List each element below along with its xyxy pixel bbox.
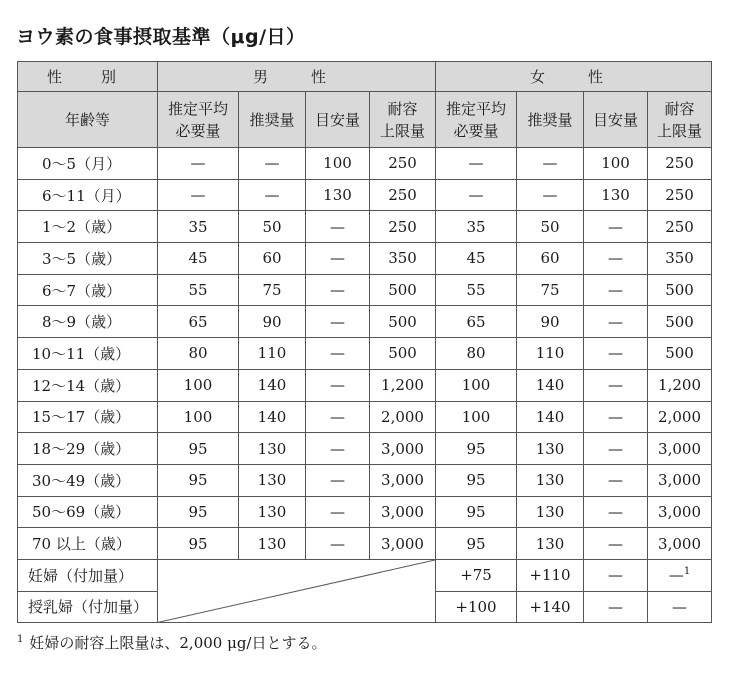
female-recommended-cell: 75 bbox=[517, 274, 584, 306]
male-upper-limit-cell: 3,000 bbox=[370, 496, 436, 528]
age-cell: 70 以上（歳） bbox=[18, 528, 158, 560]
female-avg-requirement-cell: 45 bbox=[436, 243, 517, 275]
age-cell: 3～5（歳） bbox=[18, 243, 158, 275]
male-avg-requirement-cell: 45 bbox=[158, 243, 239, 275]
female-recommended-cell: 130 bbox=[517, 528, 584, 560]
male-adequate-cell: 100 bbox=[306, 148, 370, 180]
table-row bbox=[18, 528, 712, 560]
age-cell: 50～69（歳） bbox=[18, 496, 158, 528]
male-avg-requirement-cell: — bbox=[158, 179, 239, 211]
female-avg-requirement-cell: 100 bbox=[436, 401, 517, 433]
male-avg-requirement-cell: 95 bbox=[158, 528, 239, 560]
male-not-applicable-cell bbox=[158, 559, 436, 622]
male-upper-limit-cell: 250 bbox=[370, 179, 436, 211]
female-upper-limit-cell: 3,000 bbox=[648, 496, 712, 528]
table-body bbox=[18, 148, 712, 623]
table-row bbox=[18, 211, 712, 243]
male-recommended-cell: 75 bbox=[239, 274, 306, 306]
female-upper-limit-cell: 500 bbox=[648, 306, 712, 338]
male-recommended-cell: 130 bbox=[239, 496, 306, 528]
male-avg-requirement-cell: 95 bbox=[158, 464, 239, 496]
group-label-cell: 妊婦（付加量） bbox=[18, 559, 158, 591]
age-cell: 1～2（歳） bbox=[18, 211, 158, 243]
note-mark: 1 bbox=[683, 566, 691, 578]
male-recommended-cell: 60 bbox=[239, 243, 306, 275]
male-adequate-cell: — bbox=[306, 528, 370, 560]
male-recommended-cell: — bbox=[239, 148, 306, 180]
female-avg-requirement-cell: +75 bbox=[436, 559, 517, 591]
male-recommended-header: 推奨量 bbox=[239, 92, 306, 148]
female-adequate-header: 目安量 bbox=[584, 92, 648, 148]
female-upper-limit-cell: 250 bbox=[648, 148, 712, 180]
female-header: 女 性 bbox=[436, 62, 712, 92]
female-avg-requirement-header: 推定平均 必要量 bbox=[436, 92, 517, 148]
female-avg-requirement-cell: 55 bbox=[436, 274, 517, 306]
male-recommended-cell: — bbox=[239, 179, 306, 211]
male-adequate-cell: — bbox=[306, 496, 370, 528]
female-adequate-cell: 100 bbox=[584, 148, 648, 180]
male-avg-requirement-cell: 95 bbox=[158, 433, 239, 465]
male-avg-requirement-cell: 95 bbox=[158, 496, 239, 528]
female-adequate-cell: 130 bbox=[584, 179, 648, 211]
female-avg-requirement-cell: 35 bbox=[436, 211, 517, 243]
female-recommended-cell: +110 bbox=[517, 559, 584, 591]
male-avg-requirement-cell: 55 bbox=[158, 274, 239, 306]
male-adequate-cell: 130 bbox=[306, 179, 370, 211]
male-upper-limit-cell: 2,000 bbox=[370, 401, 436, 433]
female-recommended-header: 推奨量 bbox=[517, 92, 584, 148]
female-upper-limit-cell: — bbox=[648, 591, 712, 623]
male-upper-limit-cell: 500 bbox=[370, 274, 436, 306]
female-adequate-cell: — bbox=[584, 274, 648, 306]
male-upper-limit-cell: 250 bbox=[370, 211, 436, 243]
male-recommended-cell: 130 bbox=[239, 464, 306, 496]
male-adequate-cell: — bbox=[306, 306, 370, 338]
female-recommended-cell: 110 bbox=[517, 338, 584, 370]
male-recommended-cell: 90 bbox=[239, 306, 306, 338]
footnote-mark: 1 bbox=[17, 634, 24, 645]
group-label-cell: 授乳婦（付加量） bbox=[18, 591, 158, 623]
female-recommended-cell: 90 bbox=[517, 306, 584, 338]
male-adequate-cell: — bbox=[306, 338, 370, 370]
female-upper-limit-cell: 3,000 bbox=[648, 433, 712, 465]
male-adequate-cell: — bbox=[306, 369, 370, 401]
female-upper-limit-cell: —$^1$ bbox=[648, 559, 712, 591]
female-upper-limit-header: 耐容 上限量 bbox=[648, 92, 712, 148]
female-adequate-cell: — bbox=[584, 211, 648, 243]
female-adequate-cell: — bbox=[584, 243, 648, 275]
female-recommended-cell: 60 bbox=[517, 243, 584, 275]
female-adequate-cell: — bbox=[584, 401, 648, 433]
female-adequate-cell: — bbox=[584, 338, 648, 370]
female-recommended-cell: 140 bbox=[517, 401, 584, 433]
female-avg-requirement-cell: 95 bbox=[436, 528, 517, 560]
page-title: ヨウ素の食事摂取基準（μg/日） bbox=[16, 26, 306, 48]
male-recommended-cell: 130 bbox=[239, 433, 306, 465]
age-cell: 0～5（月） bbox=[18, 148, 158, 180]
male-adequate-cell: — bbox=[306, 211, 370, 243]
table-row bbox=[18, 148, 712, 180]
age-cell: 10～11（歳） bbox=[18, 338, 158, 370]
female-adequate-cell: — bbox=[584, 306, 648, 338]
age-header: 年齢等 bbox=[18, 92, 158, 148]
male-avg-requirement-cell: 65 bbox=[158, 306, 239, 338]
female-recommended-cell: +140 bbox=[517, 591, 584, 623]
female-upper-limit-cell: 500 bbox=[648, 338, 712, 370]
footnote-text: 妊婦の耐容上限量は、2,000 μg/日とする。 bbox=[29, 634, 327, 652]
age-cell: 8～9（歳） bbox=[18, 306, 158, 338]
male-avg-requirement-cell: 100 bbox=[158, 401, 239, 433]
male-upper-limit-cell: 350 bbox=[370, 243, 436, 275]
table-row bbox=[18, 338, 712, 370]
male-avg-requirement-cell: 35 bbox=[158, 211, 239, 243]
male-avg-requirement-cell: 80 bbox=[158, 338, 239, 370]
female-avg-requirement-cell: 95 bbox=[436, 496, 517, 528]
male-upper-limit-cell: 1,200 bbox=[370, 369, 436, 401]
table-row bbox=[18, 401, 712, 433]
female-avg-requirement-cell: 95 bbox=[436, 464, 517, 496]
female-adequate-cell: — bbox=[584, 433, 648, 465]
female-adequate-cell: — bbox=[584, 528, 648, 560]
female-recommended-cell: 130 bbox=[517, 433, 584, 465]
age-cell: 30～49（歳） bbox=[18, 464, 158, 496]
male-adequate-cell: — bbox=[306, 433, 370, 465]
female-recommended-cell: 50 bbox=[517, 211, 584, 243]
table-row bbox=[18, 306, 712, 338]
male-recommended-cell: 130 bbox=[239, 528, 306, 560]
table-row bbox=[18, 243, 712, 275]
female-avg-requirement-cell: 65 bbox=[436, 306, 517, 338]
female-upper-limit-cell: 350 bbox=[648, 243, 712, 275]
male-upper-limit-cell: 3,000 bbox=[370, 464, 436, 496]
male-avg-requirement-cell: — bbox=[158, 148, 239, 180]
female-avg-requirement-cell: +100 bbox=[436, 591, 517, 623]
table-row bbox=[18, 179, 712, 211]
male-avg-requirement-cell: 100 bbox=[158, 369, 239, 401]
iodine-intake-table bbox=[17, 61, 712, 623]
header-row-sex bbox=[18, 62, 712, 92]
female-upper-limit-cell: 1,200 bbox=[648, 369, 712, 401]
age-cell: 18～29（歳） bbox=[18, 433, 158, 465]
male-recommended-cell: 110 bbox=[239, 338, 306, 370]
male-upper-limit-cell: 3,000 bbox=[370, 528, 436, 560]
female-recommended-cell: — bbox=[517, 179, 584, 211]
age-cell: 6～7（歳） bbox=[18, 274, 158, 306]
male-adequate-cell: — bbox=[306, 243, 370, 275]
male-recommended-cell: 140 bbox=[239, 369, 306, 401]
sex-header: 性 別 bbox=[18, 62, 158, 92]
male-upper-limit-cell: 250 bbox=[370, 148, 436, 180]
female-avg-requirement-cell: 95 bbox=[436, 433, 517, 465]
female-adequate-cell: — bbox=[584, 591, 648, 623]
male-adequate-cell: — bbox=[306, 274, 370, 306]
female-upper-limit-cell: 250 bbox=[648, 211, 712, 243]
male-header: 男 性 bbox=[158, 62, 436, 92]
male-upper-limit-cell: 3,000 bbox=[370, 433, 436, 465]
table-row bbox=[18, 496, 712, 528]
female-avg-requirement-cell: 80 bbox=[436, 338, 517, 370]
female-avg-requirement-cell: — bbox=[436, 179, 517, 211]
male-recommended-cell: 50 bbox=[239, 211, 306, 243]
female-adequate-cell: — bbox=[584, 559, 648, 591]
table-row bbox=[18, 559, 712, 591]
female-upper-limit-cell: 3,000 bbox=[648, 528, 712, 560]
female-avg-requirement-cell: — bbox=[436, 148, 517, 180]
age-cell: 6～11（月） bbox=[18, 179, 158, 211]
male-upper-limit-cell: 500 bbox=[370, 338, 436, 370]
male-upper-limit-header: 耐容 上限量 bbox=[370, 92, 436, 148]
table-row bbox=[18, 464, 712, 496]
age-cell: 15～17（歳） bbox=[18, 401, 158, 433]
male-adequate-cell: — bbox=[306, 401, 370, 433]
table-row bbox=[18, 433, 712, 465]
female-upper-limit-cell: 500 bbox=[648, 274, 712, 306]
male-upper-limit-cell: 500 bbox=[370, 306, 436, 338]
male-avg-requirement-header: 推定平均 必要量 bbox=[158, 92, 239, 148]
female-avg-requirement-cell: 100 bbox=[436, 369, 517, 401]
table-row bbox=[18, 274, 712, 306]
male-adequate-header: 目安量 bbox=[306, 92, 370, 148]
female-upper-limit-cell: 3,000 bbox=[648, 464, 712, 496]
table-row bbox=[18, 369, 712, 401]
female-recommended-cell: 140 bbox=[517, 369, 584, 401]
header-row-columns bbox=[18, 92, 712, 148]
female-recommended-cell: — bbox=[517, 148, 584, 180]
male-recommended-cell: 140 bbox=[239, 401, 306, 433]
footnote bbox=[17, 632, 327, 653]
female-adequate-cell: — bbox=[584, 464, 648, 496]
female-upper-limit-cell: 2,000 bbox=[648, 401, 712, 433]
age-cell: 12～14（歳） bbox=[18, 369, 158, 401]
diagonal-line bbox=[158, 560, 435, 622]
female-adequate-cell: — bbox=[584, 369, 648, 401]
female-recommended-cell: 130 bbox=[517, 464, 584, 496]
female-upper-limit-cell: 250 bbox=[648, 179, 712, 211]
female-recommended-cell: 130 bbox=[517, 496, 584, 528]
female-adequate-cell: — bbox=[584, 496, 648, 528]
male-adequate-cell: — bbox=[306, 464, 370, 496]
